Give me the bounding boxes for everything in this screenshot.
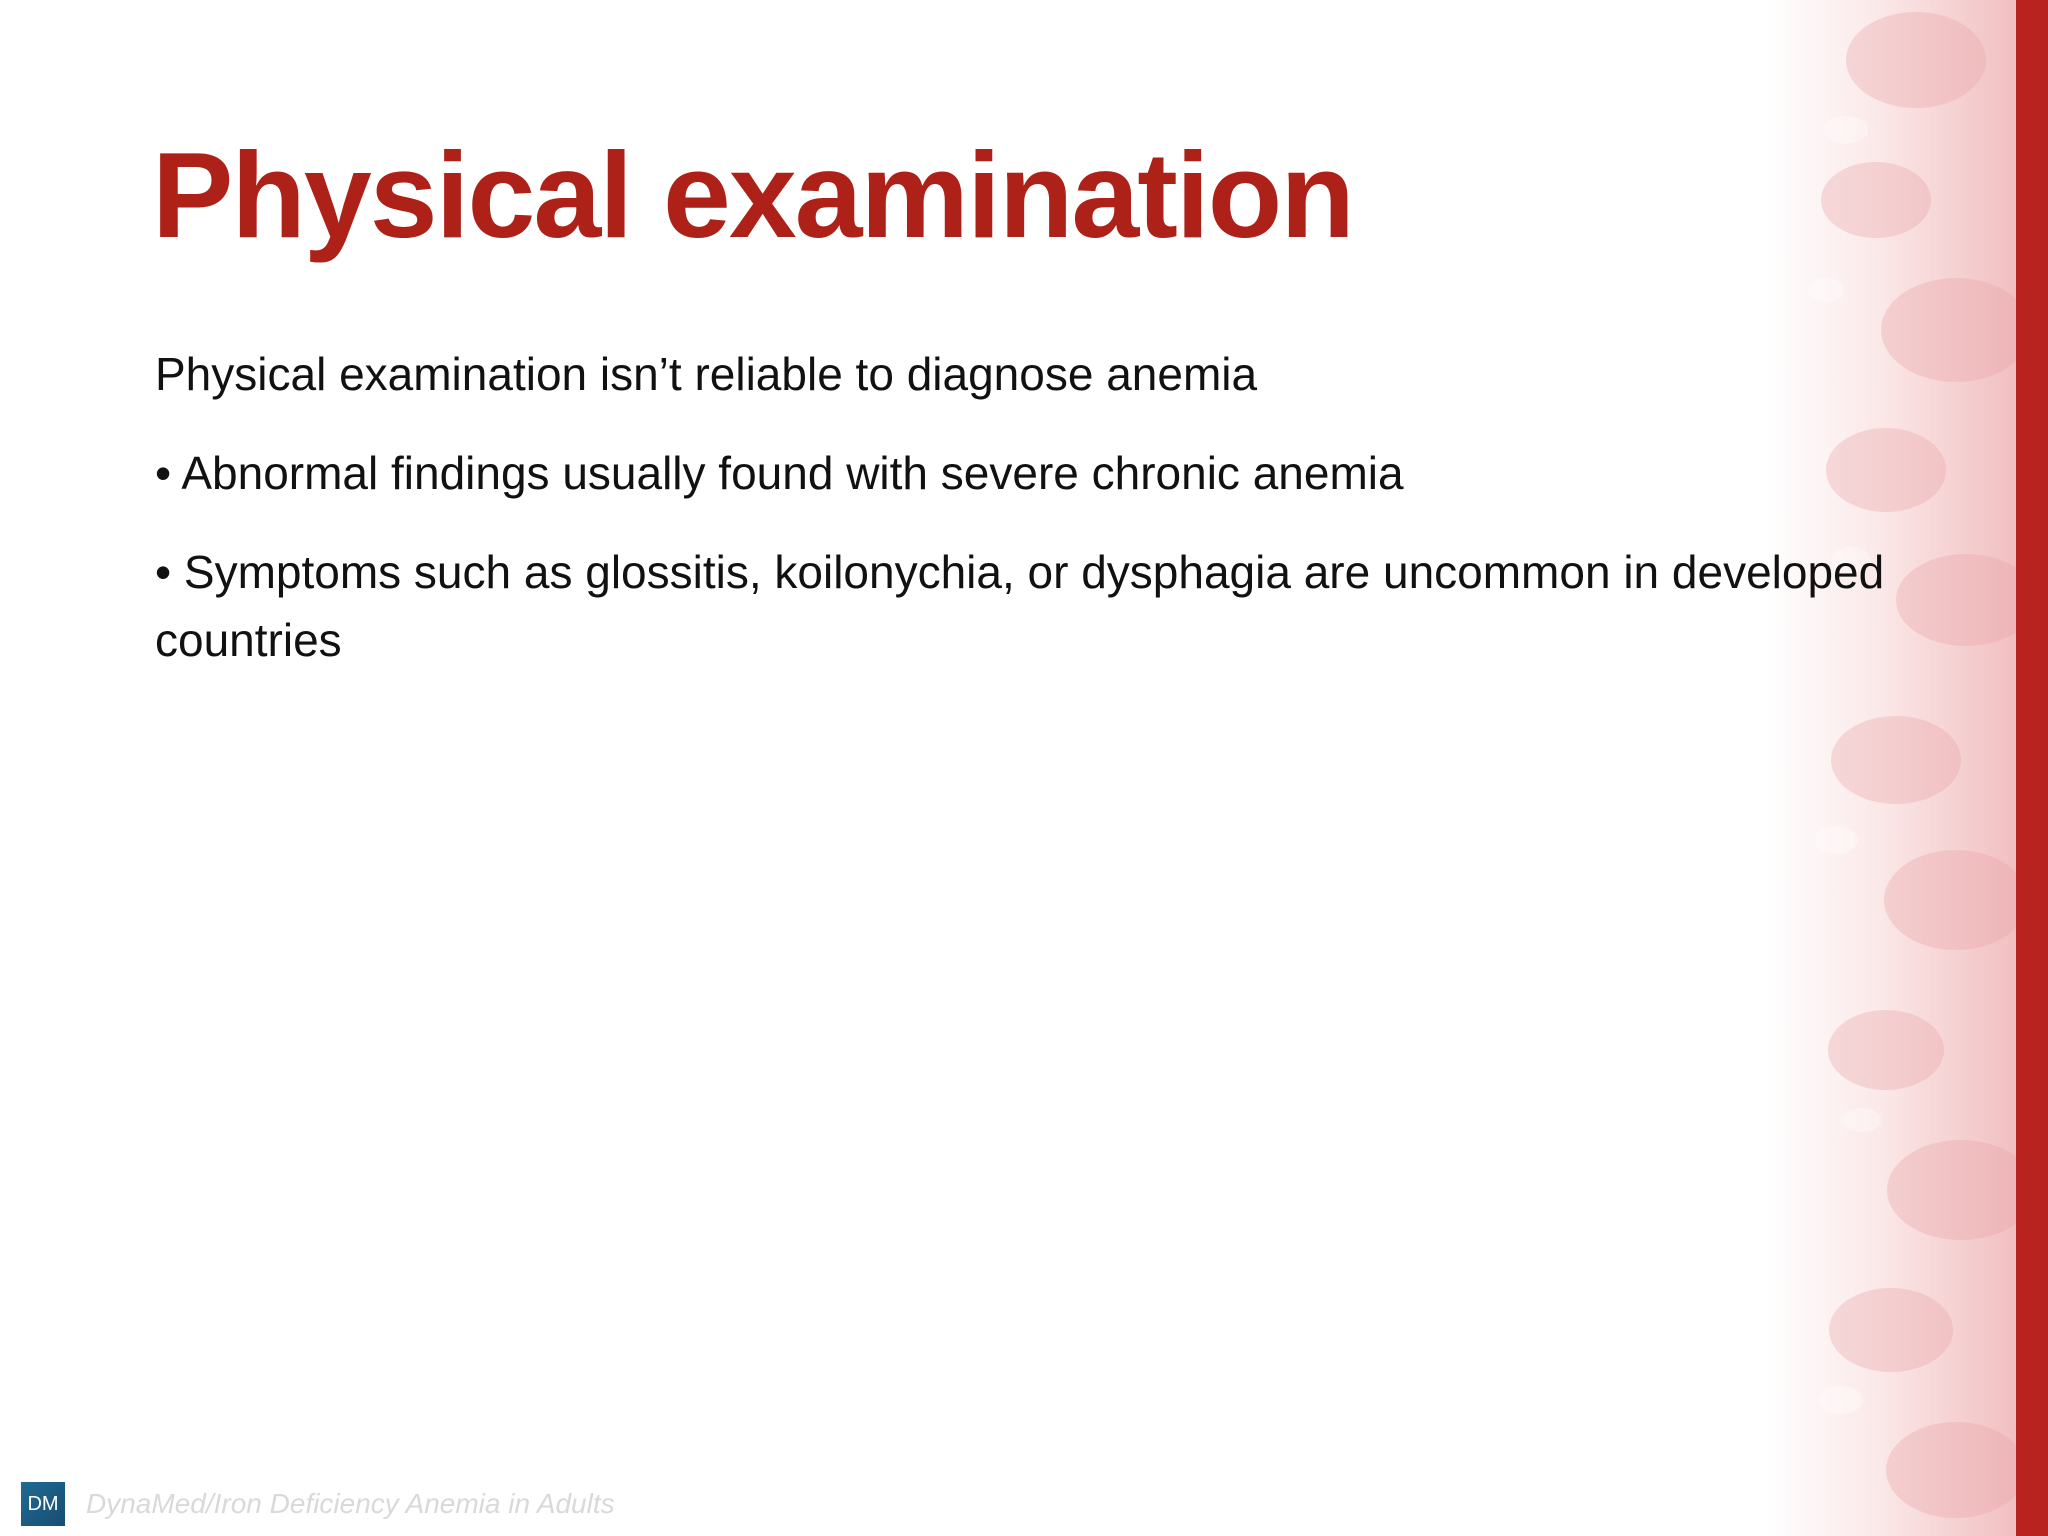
- slide-body: [155, 340, 1985, 705]
- bullet-item: • Symptoms such as glossitis, koilonychia, or dysphagia are uncommon in developed countries: [155, 546, 1885, 666]
- source-citation: DynaMed/Iron Deficiency Anemia in Adults: [86, 1488, 615, 1519]
- intro-text: Physical examination isn’t reliable to diagnose anemia: [155, 348, 1258, 400]
- dynamed-logo: DM: [21, 1482, 65, 1526]
- right-accent-bar: [2016, 0, 2048, 1536]
- blood-cells-decoration: [1766, 0, 2016, 1536]
- slide-title: Physical examination: [152, 127, 1353, 263]
- bullet-item: • Abnormal findings usually found with severe chronic anemia: [155, 447, 1404, 499]
